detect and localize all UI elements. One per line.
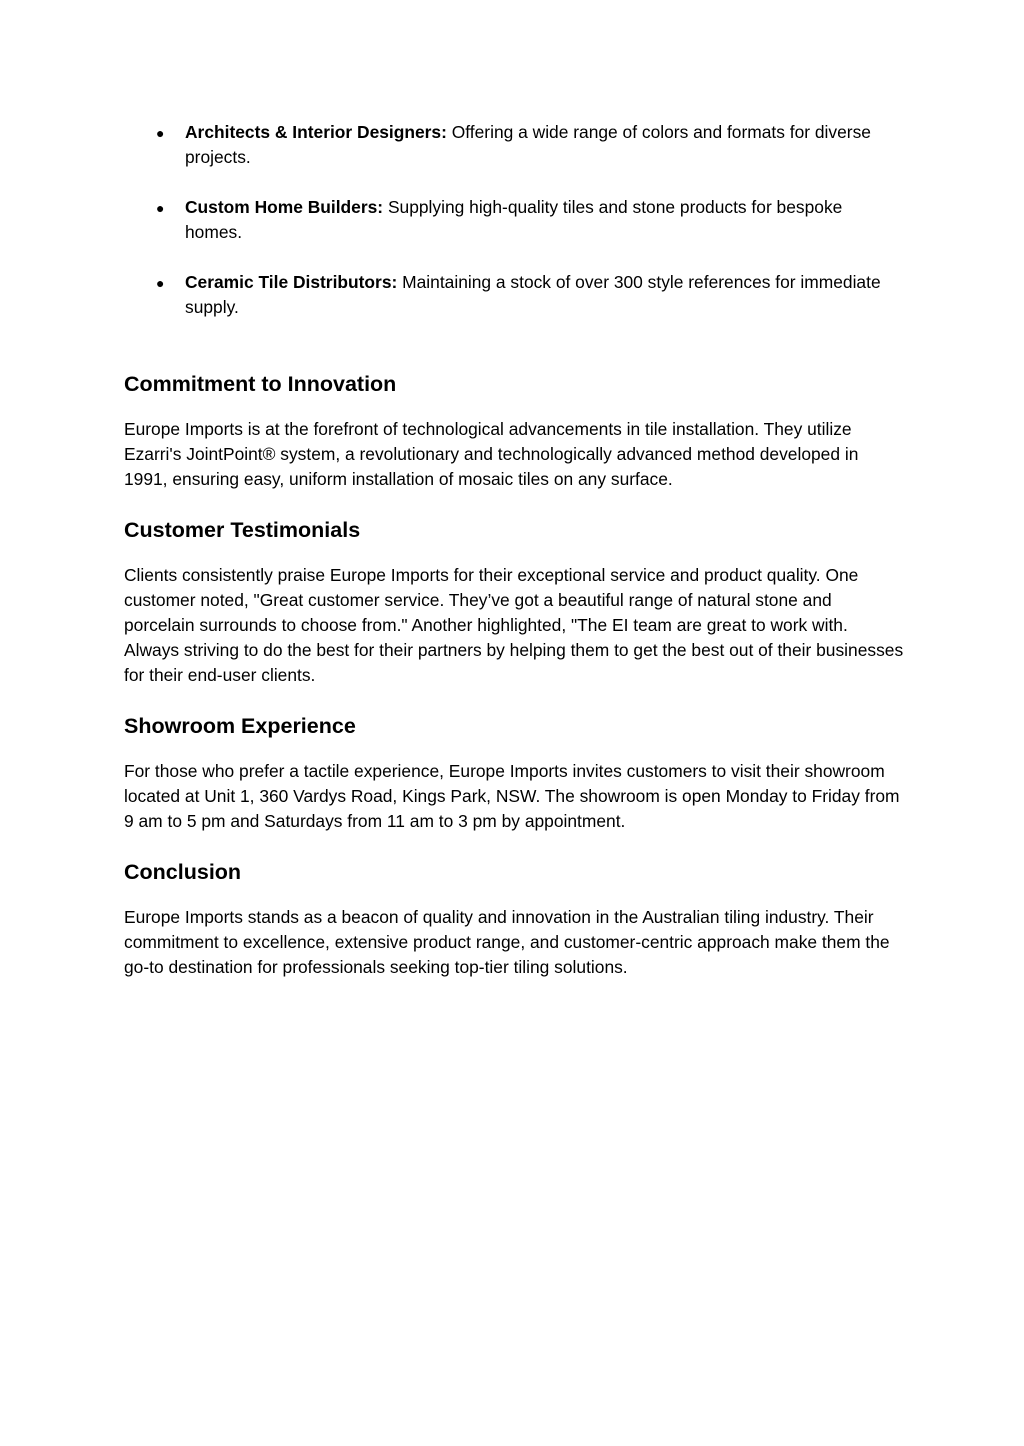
section-showroom	[124, 712, 904, 834]
section-heading: Commitment to Innovation	[124, 372, 397, 396]
section-body: Clients consistently praise Europe Imports for their exceptional service and product quality. One customer noted, "Great customer service. They’ve got a beautiful range of natural stone and porcelain surrounds to choose from." Another highlighted, "The EI team are great to work with. Always striving to do the best for their partners by helping them to get the best out of their businesses for their end-user clients.	[124, 565, 904, 685]
bullet-text: Supplying high-quality tiles and stone products for bespoke homes.	[185, 197, 843, 242]
section-innovation	[124, 370, 904, 492]
bullet-icon: ●	[156, 275, 165, 291]
section-body: For those who prefer a tactile experience, Europe Imports invites customers to visit their showroom located at Unit 1, 360 Vardys Road, Kings Park, NSW. The showroom is open Monday to Friday from 9 am to 5 pm and Saturdays from 11 am to 3 pm by appointment.	[124, 761, 900, 831]
document-page	[124, 120, 904, 980]
section-heading: Customer Testimonials	[124, 518, 361, 542]
section-body: Europe Imports stands as a beacon of quality and innovation in the Australian tiling industry. Their commitment to excellence, extensive product range, and customer-centric approach make them the go-to destination for professionals seeking top-tier tiling solutions.	[124, 907, 890, 977]
bullet-term: Ceramic Tile Distributors:	[185, 272, 398, 292]
list-item	[124, 120, 904, 170]
bullet-term: Architects & Interior Designers:	[185, 122, 447, 142]
section-body: Europe Imports is at the forefront of technological advancements in tile installation. They utilize Ezarri's JointPoint® system, a revolutionary and technologically advanced method developed in 1991, ensuring easy, uniform installation of mosaic tiles on any surface.	[124, 419, 859, 489]
list-item	[124, 195, 904, 245]
bullet-text: Maintaining a stock of over 300 style references for immediate supply.	[185, 272, 881, 317]
bullet-text: Offering a wide range of colors and formats for diverse projects.	[185, 122, 871, 167]
section-heading: Showroom Experience	[124, 714, 356, 738]
section-testimonials	[124, 516, 904, 688]
client-type-list	[124, 120, 904, 320]
bullet-term: Custom Home Builders:	[185, 197, 384, 217]
bullet-icon: ●	[156, 200, 165, 216]
list-item	[124, 270, 904, 320]
bullet-icon: ●	[156, 125, 165, 141]
section-conclusion	[124, 858, 904, 980]
section-heading: Conclusion	[124, 860, 242, 884]
